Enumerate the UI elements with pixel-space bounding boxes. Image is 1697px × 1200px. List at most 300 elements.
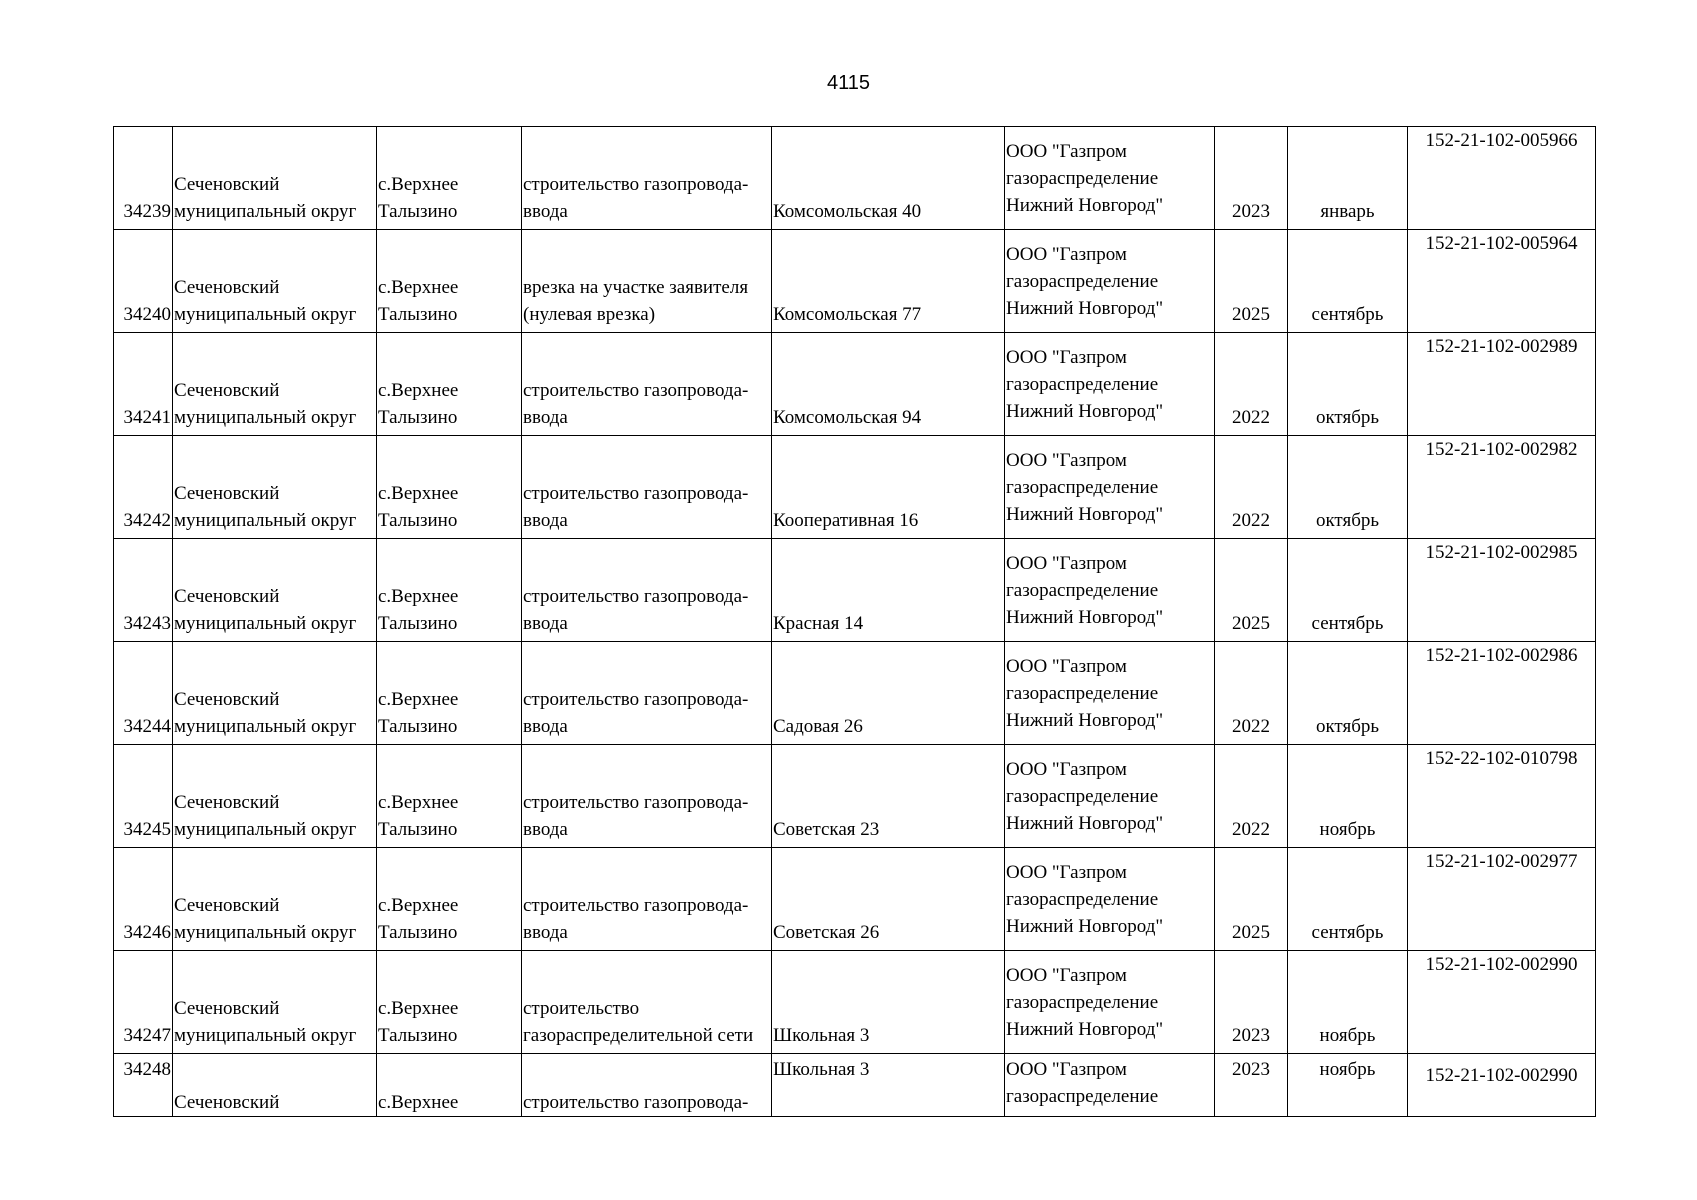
cell-line: Талызино [378, 819, 458, 840]
district-cell-lines [174, 436, 375, 539]
settlement-cell-lines [378, 1054, 520, 1116]
cell-line: ввода [523, 201, 568, 222]
row-id: 34242 [123, 510, 171, 531]
address: Школьная 3 [773, 1059, 870, 1080]
year-cell [1215, 436, 1288, 539]
cell-line: муниципальный округ [174, 613, 357, 634]
row-id-cell [114, 848, 173, 951]
district-cell [173, 436, 377, 539]
settlement-cell-lines [378, 745, 520, 848]
district-cell-lines [174, 127, 375, 230]
cell-line: строительство газопровода- [523, 1092, 749, 1113]
address-lines [773, 333, 1003, 436]
address-cell [772, 848, 1005, 951]
address-cell [772, 333, 1005, 436]
cell-line: Сеченовский [174, 1092, 280, 1113]
cell-line: ООО "Газпром [1006, 1059, 1127, 1080]
year-lines [1216, 127, 1286, 230]
cell-line: строительство [523, 998, 640, 1019]
settlement-cell [377, 436, 522, 539]
address: Садовая 26 [773, 716, 863, 737]
organization-cell-lines [1006, 436, 1213, 538]
cell-line: Талызино [378, 716, 458, 737]
cell-line: ввода [523, 716, 568, 737]
year-lines [1216, 951, 1286, 1054]
row-id-lines [115, 745, 171, 848]
cell-line: муниципальный округ [174, 922, 357, 943]
cell-line: строительство газопровода- [523, 586, 749, 607]
work-type-cell [522, 333, 772, 436]
month-cell [1288, 642, 1408, 745]
month: октябрь [1315, 510, 1380, 531]
cell-line: строительство газопровода- [523, 380, 749, 401]
district-cell-lines [174, 230, 375, 333]
row-id: 34241 [123, 407, 171, 428]
registry-table [113, 126, 1596, 1117]
organization-cell [1005, 333, 1215, 436]
year-cell [1215, 127, 1288, 230]
cell-line: Талызино [378, 922, 458, 943]
cell-line: газораспределение [1006, 476, 1159, 498]
work-type-cell [522, 745, 772, 848]
cell-line: газораспределение [1006, 373, 1159, 395]
work-type-cell-lines [523, 642, 770, 745]
organization-cell [1005, 745, 1215, 848]
month: ноябрь [1319, 1059, 1376, 1080]
month-cell [1288, 127, 1408, 230]
cell-line: ООО "Газпром [1006, 552, 1127, 574]
address-lines [773, 539, 1003, 642]
settlement-cell [377, 745, 522, 848]
row-id: 34240 [123, 304, 171, 325]
organization-cell-lines [1006, 333, 1213, 435]
organization-cell-lines [1006, 127, 1213, 229]
settlement-cell-lines [378, 127, 520, 230]
year-cell [1215, 539, 1288, 642]
district-cell-lines [174, 539, 375, 642]
cell-line: Талызино [378, 510, 458, 531]
cell-line: Нижний Новгород" [1006, 915, 1164, 937]
row-id-lines [115, 642, 171, 745]
cell-line: муниципальный округ [174, 819, 357, 840]
year-cell [1215, 333, 1288, 436]
district-cell-lines [174, 642, 375, 745]
settlement-cell-lines [378, 951, 520, 1054]
year-lines [1216, 642, 1286, 745]
address: Кооперативная 16 [773, 510, 919, 531]
cell-line: строительство газопровода- [523, 174, 749, 195]
year: 2023 [1232, 1059, 1270, 1080]
row-id-lines [115, 127, 171, 230]
work-type-cell [522, 539, 772, 642]
row-id: 34247 [123, 1025, 171, 1046]
address: Красная 14 [773, 613, 864, 634]
district-cell-lines [174, 848, 375, 951]
cell-line: строительство газопровода- [523, 689, 749, 710]
organization-cell [1005, 1054, 1215, 1117]
table-row [114, 951, 1596, 1054]
cell-line: (нулевая врезка) [523, 304, 656, 325]
work-type-cell [522, 436, 772, 539]
address: Советская 26 [773, 922, 880, 943]
organization-cell [1005, 848, 1215, 951]
cell-line: муниципальный округ [174, 407, 357, 428]
year: 2022 [1232, 407, 1270, 428]
organization-cell-lines [1006, 745, 1213, 847]
table-body [114, 127, 1596, 1117]
month: январь [1320, 201, 1375, 222]
row-id-cell [114, 127, 173, 230]
work-type-cell-lines [523, 127, 770, 230]
cadastral-cell [1408, 1054, 1596, 1117]
address-lines [773, 848, 1003, 951]
row-id-lines [115, 951, 171, 1054]
table-row [114, 848, 1596, 951]
row-id-lines [115, 436, 171, 539]
cell-line: газораспределение [1006, 579, 1159, 601]
cell-line: Нижний Новгород" [1006, 400, 1164, 422]
address: Школьная 3 [773, 1025, 870, 1046]
settlement-cell [377, 1054, 522, 1117]
cell-line: газораспределительной сети [523, 1025, 754, 1046]
cell-line: муниципальный округ [174, 716, 357, 737]
organization-cell-lines [1006, 951, 1213, 1053]
year-lines [1216, 848, 1286, 951]
address-lines [773, 436, 1003, 539]
cell-line: с.Верхнее [378, 689, 459, 710]
cell-line: Нижний Новгород" [1006, 606, 1164, 628]
address-lines [773, 127, 1003, 230]
cadastral-cell [1408, 333, 1596, 436]
year-cell [1215, 745, 1288, 848]
month-lines [1289, 848, 1406, 951]
cell-line: с.Верхнее [378, 174, 459, 195]
address-cell [772, 642, 1005, 745]
year-cell [1215, 642, 1288, 745]
address: Советская 23 [773, 819, 880, 840]
district-cell-lines [174, 745, 375, 848]
month: октябрь [1315, 716, 1380, 737]
address-cell [772, 539, 1005, 642]
cell-line: Сеченовский [174, 689, 280, 710]
work-type-cell [522, 127, 772, 230]
district-cell [173, 745, 377, 848]
month: ноябрь [1319, 819, 1376, 840]
district-cell [173, 127, 377, 230]
work-type-cell [522, 230, 772, 333]
cell-line: Талызино [378, 201, 458, 222]
month-cell [1288, 848, 1408, 951]
cell-line: Нижний Новгород" [1006, 709, 1164, 731]
organization-cell [1005, 127, 1215, 230]
cell-line: Сеченовский [174, 483, 280, 504]
cell-line: строительство газопровода- [523, 895, 749, 916]
cell-line: Сеченовский [174, 586, 280, 607]
cell-line: врезка на участке заявителя [523, 277, 749, 298]
cell-line: ООО "Газпром [1006, 243, 1127, 265]
cadastral-number: 152-21-102-002985 [1425, 542, 1578, 563]
month: октябрь [1315, 407, 1380, 428]
cell-line: ООО "Газпром [1006, 861, 1127, 883]
address-cell [772, 745, 1005, 848]
month: сентябрь [1311, 613, 1384, 634]
cell-line: газораспределение [1006, 888, 1159, 910]
year-lines [1216, 745, 1286, 848]
row-id-cell [114, 539, 173, 642]
settlement-cell-lines [378, 539, 520, 642]
month-lines [1289, 230, 1406, 333]
cell-line: газораспределение [1006, 785, 1159, 807]
cell-line: Сеченовский [174, 792, 280, 813]
district-cell [173, 230, 377, 333]
district-cell [173, 539, 377, 642]
cell-line: ввода [523, 819, 568, 840]
cell-line: Нижний Новгород" [1006, 503, 1164, 525]
settlement-cell-lines [378, 230, 520, 333]
month-lines [1289, 951, 1406, 1054]
month-cell [1288, 230, 1408, 333]
cell-line: с.Верхнее [378, 1092, 459, 1113]
cell-line: муниципальный округ [174, 510, 357, 531]
cell-line: с.Верхнее [378, 792, 459, 813]
year-cell [1215, 230, 1288, 333]
cell-line: газораспределение [1006, 167, 1159, 189]
cell-line: ООО "Газпром [1006, 964, 1127, 986]
cell-line: Нижний Новгород" [1006, 812, 1164, 834]
year: 2022 [1232, 819, 1270, 840]
row-id: 34248 [123, 1059, 171, 1080]
cell-line: Талызино [378, 407, 458, 428]
cell-line: ввода [523, 407, 568, 428]
table-row [114, 333, 1596, 436]
work-type-cell-lines [523, 1054, 770, 1116]
district-cell [173, 951, 377, 1054]
address-lines [773, 951, 1003, 1054]
table-row [114, 539, 1596, 642]
settlement-cell-lines [378, 436, 520, 539]
cadastral-number: 152-21-102-002989 [1425, 336, 1578, 357]
cell-line: с.Верхнее [378, 277, 459, 298]
row-id-lines [115, 539, 171, 642]
cell-line: Талызино [378, 613, 458, 634]
year: 2023 [1232, 1025, 1270, 1046]
organization-cell [1005, 642, 1215, 745]
cell-line: строительство газопровода- [523, 792, 749, 813]
month: ноябрь [1319, 1025, 1376, 1046]
settlement-cell [377, 642, 522, 745]
table-row [114, 230, 1596, 333]
work-type-cell-lines [523, 745, 770, 848]
month: сентябрь [1311, 922, 1384, 943]
settlement-cell [377, 951, 522, 1054]
cadastral-number: 152-21-102-002982 [1425, 439, 1578, 460]
work-type-cell [522, 1054, 772, 1117]
district-cell [173, 848, 377, 951]
month-lines [1289, 333, 1406, 436]
district-cell-lines [174, 333, 375, 436]
cell-line: ввода [523, 613, 568, 634]
address-cell [772, 951, 1005, 1054]
organization-cell [1005, 230, 1215, 333]
cadastral-cell [1408, 127, 1596, 230]
month-lines [1289, 642, 1406, 745]
address-cell [772, 127, 1005, 230]
row-id-cell [114, 951, 173, 1054]
row-id-cell [114, 436, 173, 539]
organization-cell-lines [1006, 230, 1213, 332]
month: сентябрь [1311, 304, 1384, 325]
cadastral-cell [1408, 848, 1596, 951]
row-id: 34246 [123, 922, 171, 943]
row-id: 34239 [123, 201, 171, 222]
cell-line: ООО "Газпром [1006, 655, 1127, 677]
cell-line: газораспределение [1006, 1086, 1159, 1107]
cell-line: с.Верхнее [378, 483, 459, 504]
address-cell [772, 1054, 1005, 1117]
work-type-cell-lines [523, 951, 770, 1054]
organization-cell-lines [1006, 642, 1213, 744]
cadastral-number: 152-21-102-002990 [1425, 954, 1578, 975]
cadastral-number: 152-21-102-005966 [1425, 130, 1578, 151]
year-cell [1215, 848, 1288, 951]
month-cell [1288, 745, 1408, 848]
settlement-cell [377, 333, 522, 436]
year-lines [1216, 333, 1286, 436]
row-id: 34244 [123, 716, 171, 737]
row-id-lines [115, 230, 171, 333]
address-cell [772, 436, 1005, 539]
month-lines [1289, 127, 1406, 230]
settlement-cell [377, 127, 522, 230]
work-type-cell [522, 848, 772, 951]
district-cell [173, 1054, 377, 1117]
district-cell [173, 642, 377, 745]
month-cell [1288, 333, 1408, 436]
cell-line: газораспределение [1006, 991, 1159, 1013]
cell-line: газораспределение [1006, 682, 1159, 704]
page-number: 4115 [826, 72, 870, 94]
address: Комсомольская 94 [773, 407, 922, 428]
address-lines [773, 1054, 1003, 1117]
cadastral-cell [1408, 951, 1596, 1054]
cell-line: ООО "Газпром [1006, 449, 1127, 471]
cadastral-number: 152-21-102-002977 [1425, 851, 1578, 872]
cadastral-number: 152-21-102-002986 [1425, 645, 1578, 666]
cell-line: Сеченовский [174, 998, 280, 1019]
settlement-cell-lines [378, 333, 520, 436]
row-id-lines [115, 848, 171, 951]
cadastral-number: 152-21-102-005964 [1425, 233, 1578, 254]
cadastral-cell [1408, 745, 1596, 848]
work-type-cell-lines [523, 539, 770, 642]
address: Комсомольская 40 [773, 201, 922, 222]
year-lines [1216, 436, 1286, 539]
row-id-cell [114, 745, 173, 848]
month-cell [1288, 539, 1408, 642]
cell-line: ввода [523, 922, 568, 943]
address-lines [773, 745, 1003, 848]
cell-line: Сеченовский [174, 895, 280, 916]
organization-cell [1005, 951, 1215, 1054]
cadastral-number: 152-21-102-002990 [1425, 1065, 1578, 1086]
settlement-cell-lines [378, 642, 520, 745]
year: 2025 [1232, 922, 1270, 943]
cell-line: Сеченовский [174, 174, 280, 195]
year: 2022 [1232, 716, 1270, 737]
year-cell [1215, 951, 1288, 1054]
cell-line: ООО "Газпром [1006, 346, 1127, 368]
row-id: 34243 [123, 613, 171, 634]
settlement-cell [377, 539, 522, 642]
month-cell [1288, 436, 1408, 539]
table-row [114, 127, 1596, 230]
organization-cell-lines [1006, 1054, 1213, 1117]
year: 2023 [1232, 201, 1270, 222]
cell-line: строительство газопровода- [523, 483, 749, 504]
cell-line: с.Верхнее [378, 895, 459, 916]
year-lines [1216, 1054, 1286, 1117]
cell-line: Талызино [378, 1025, 458, 1046]
row-id-lines [115, 1054, 171, 1117]
cell-line: муниципальный округ [174, 304, 357, 325]
cell-line: ООО "Газпром [1006, 758, 1127, 780]
table-row [114, 1054, 1596, 1117]
organization-cell-lines [1006, 539, 1213, 641]
cadastral-cell [1408, 539, 1596, 642]
cell-line: газораспределение [1006, 270, 1159, 292]
table-row [114, 745, 1596, 848]
month-lines [1289, 1054, 1406, 1117]
month-cell [1288, 1054, 1408, 1117]
year: 2025 [1232, 613, 1270, 634]
settlement-cell-lines [378, 848, 520, 951]
work-type-cell-lines [523, 333, 770, 436]
year-lines [1216, 539, 1286, 642]
table-row [114, 642, 1596, 745]
settlement-cell [377, 848, 522, 951]
cadastral-cell [1408, 642, 1596, 745]
organization-cell [1005, 436, 1215, 539]
month-lines [1289, 539, 1406, 642]
cell-line: муниципальный округ [174, 1025, 357, 1046]
year-lines [1216, 230, 1286, 333]
table-row [114, 436, 1596, 539]
cell-line: муниципальный округ [174, 201, 357, 222]
work-type-cell [522, 951, 772, 1054]
row-id-cell [114, 642, 173, 745]
district-cell-lines [174, 951, 375, 1054]
year-cell [1215, 1054, 1288, 1117]
cadastral-number: 152-22-102-010798 [1425, 748, 1578, 769]
organization-cell [1005, 539, 1215, 642]
cadastral-cell [1408, 230, 1596, 333]
row-id-lines [115, 333, 171, 436]
month-cell [1288, 951, 1408, 1054]
row-id-cell [114, 230, 173, 333]
row-id: 34245 [123, 819, 171, 840]
row-id-cell [114, 1054, 173, 1117]
cell-line: с.Верхнее [378, 998, 459, 1019]
address-cell [772, 230, 1005, 333]
month-lines [1289, 745, 1406, 848]
cell-line: Нижний Новгород" [1006, 297, 1164, 319]
cell-line: Сеченовский [174, 380, 280, 401]
work-type-cell-lines [523, 230, 770, 333]
cell-line: ввода [523, 510, 568, 531]
cell-line: Нижний Новгород" [1006, 194, 1164, 216]
cell-line: с.Верхнее [378, 380, 459, 401]
cadastral-cell [1408, 436, 1596, 539]
